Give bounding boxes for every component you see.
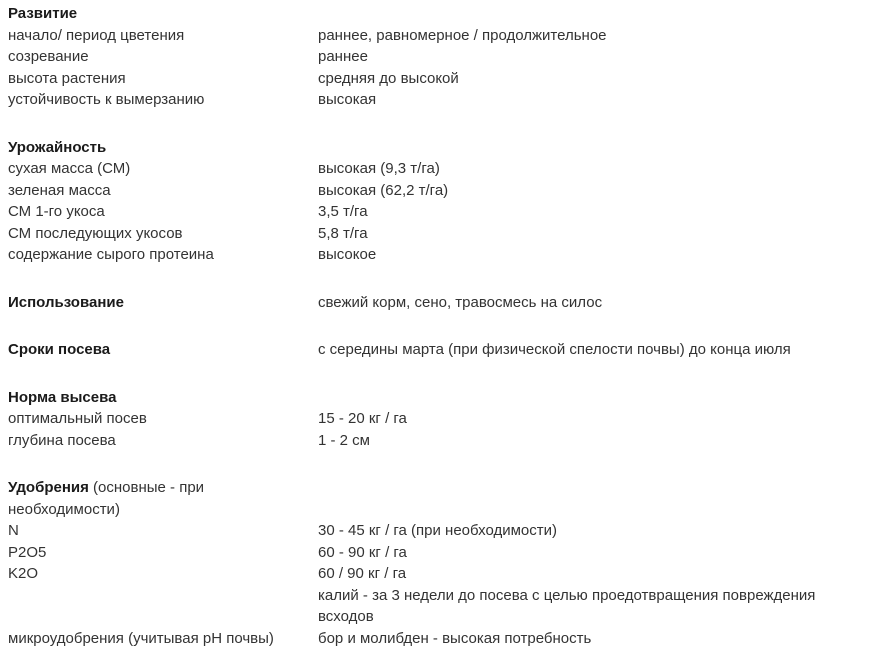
row-value: 60 - 90 кг / га (318, 543, 407, 561)
section-heading: Развитие (8, 5, 78, 22)
row-value: 60 / 90 кг / га (318, 565, 407, 582)
row-value: 3,5 т/га (318, 203, 368, 220)
spec-row (8, 628, 879, 650)
row-value: 15 - 20 кг / га (318, 410, 407, 427)
row-label: N (8, 522, 19, 539)
row-value: высокая (62,2 т/га) (318, 181, 449, 199)
row-value: с середины марта (при физической спелости почвы) до конца июля (318, 341, 791, 358)
row-value: свежий корм, сено, травосмесь на силос (318, 293, 603, 311)
spec-row (8, 201, 879, 223)
spec-row (8, 158, 879, 180)
row-value: раннее (318, 48, 368, 65)
row-label: сухая масса (СМ) (8, 160, 131, 177)
spec-row (8, 244, 879, 266)
row-label: СМ 1-го укоса (8, 203, 105, 220)
row-value: калий - за 3 недели до посева с целью проедотвращения повреждения всходов (318, 586, 816, 625)
section-heading-wrap (8, 477, 318, 520)
row-value: 5,8 т/га (318, 224, 368, 242)
row-label: микроудобрения (учитывая pH почвы) (8, 629, 274, 647)
spec-row (8, 89, 879, 111)
section-heading: Сроки посева (8, 341, 111, 358)
row-value: высокое (318, 246, 377, 263)
section-heading-row (8, 339, 879, 361)
row-label: P2O5 (8, 543, 47, 561)
row-value: бор и молибден - высокая потребность (318, 629, 592, 647)
row-label: созревание (8, 48, 89, 65)
section-heading-row (8, 477, 879, 520)
spec-row (8, 430, 879, 452)
section-heading: Урожайность (8, 138, 107, 156)
row-label: зеленая масса (8, 181, 111, 199)
row-value: высокая (318, 91, 377, 108)
row-label: глубина посева (8, 431, 116, 449)
row-value: 1 - 2 см (318, 431, 370, 449)
section-heading-suffix: (основные - при необходимости) (8, 479, 205, 518)
spec-row (8, 563, 879, 585)
row-value: высокая (9,3 т/га) (318, 160, 440, 177)
row-label: K2O (8, 565, 39, 582)
section-heading-row (8, 137, 879, 159)
section-heading: Использование (8, 293, 124, 311)
spec-row (8, 46, 879, 68)
section-heading-row (8, 292, 879, 314)
spec-row (8, 542, 879, 564)
row-label: оптимальный посев (8, 410, 147, 427)
section-heading: Норма высева (8, 388, 117, 406)
spec-row (8, 68, 879, 90)
spec-row (8, 25, 879, 47)
section-heading: Удобрения (8, 479, 89, 496)
row-value: 30 - 45 кг / га (при необходимости) (318, 522, 557, 539)
row-label: СМ последующих укосов (8, 224, 183, 242)
spec-row (8, 408, 879, 430)
spec-row (8, 520, 879, 542)
row-value: раннее, равномерное / продолжительное (318, 26, 607, 44)
section-heading-row (8, 387, 879, 409)
spec-row (8, 223, 879, 245)
spec-row (8, 585, 879, 628)
row-label: начало/ период цветения (8, 26, 185, 44)
row-label: высота растения (8, 69, 126, 87)
row-label: содержание сырого протеина (8, 246, 214, 263)
row-value: средняя до высокой (318, 69, 459, 87)
section-heading-row (8, 3, 879, 25)
spec-row (8, 180, 879, 202)
row-label: устойчивость к вымерзанию (8, 91, 205, 108)
